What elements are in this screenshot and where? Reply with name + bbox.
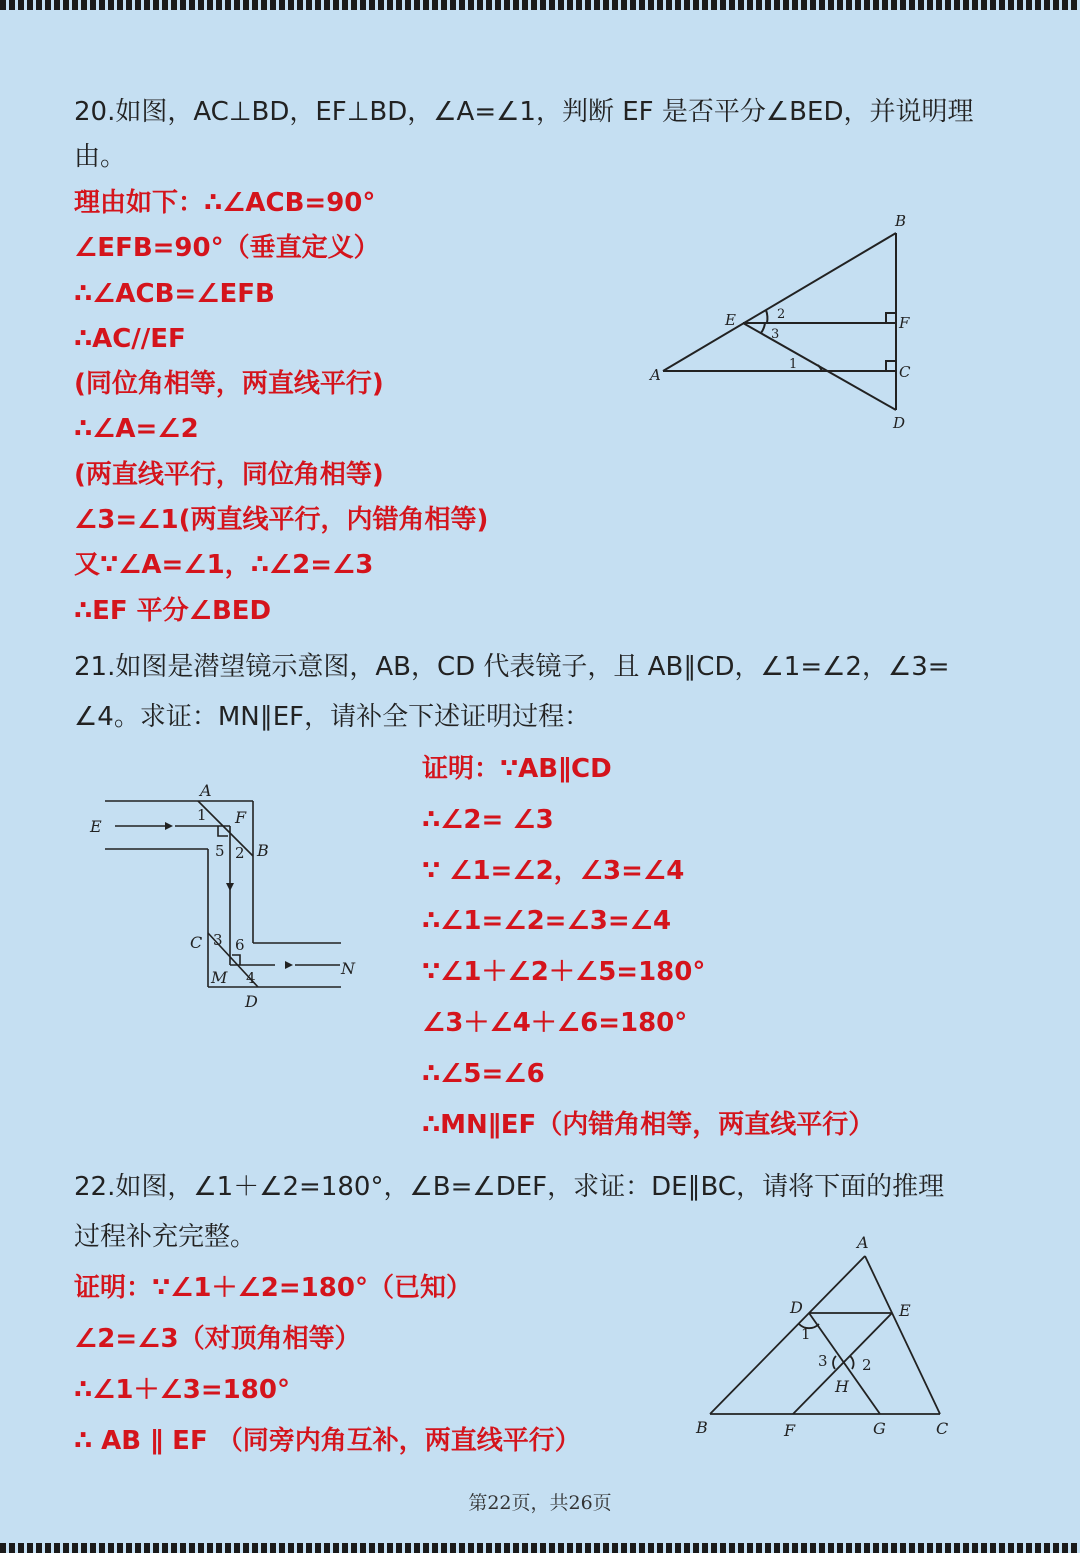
q21-angle-5: 5 <box>215 842 225 860</box>
q20-answer-line: ∴∠ACB=∠EFB <box>74 279 275 309</box>
q22-angle-2: 2 <box>862 1356 872 1374</box>
q22-label-F: F <box>784 1421 796 1440</box>
q22-label-E: E <box>899 1301 911 1320</box>
q20-answer-line: ∠EFB=90°（垂直定义） <box>74 233 380 263</box>
q21-angle-2: 2 <box>235 844 245 862</box>
q22-label-D: D <box>790 1298 803 1317</box>
q21-question-line1: 21.如图是潜望镜示意图，AB，CD 代表镜子，且 AB∥CD，∠1=∠2，∠3= <box>74 652 950 682</box>
q22-label-A: A <box>857 1233 869 1252</box>
q22-question-line1: 22.如图，∠1＋∠2=180°，∠B=∠DEF，求证：DE∥BC，请将下面的推理 <box>74 1172 945 1202</box>
q21-answer-line: 证明：∵AB∥CD <box>422 754 612 784</box>
dotted-border-bottom <box>0 1543 1080 1553</box>
q21-label-C: C <box>190 933 203 952</box>
q20-angle-1: 1 <box>789 357 798 372</box>
q20-answer-line: ∴AC//EF <box>74 324 186 354</box>
q20-label-F: F <box>899 314 910 332</box>
q21-answer-line: ∴MN∥EF（内错角相等，两直线平行） <box>422 1110 875 1140</box>
q22-figure <box>690 1230 965 1445</box>
q21-angle-3: 3 <box>213 931 223 949</box>
q21-figure <box>85 780 375 1015</box>
q20-answer-line: 又∵∠A=∠1，∴∠2=∠3 <box>74 550 374 580</box>
q21-question-line2: ∠4。求证：MN∥EF，请补全下述证明过程： <box>74 702 591 732</box>
q21-label-F: F <box>235 808 247 827</box>
q20-answer-line: 理由如下：∴∠ACB=90° <box>74 188 376 218</box>
q21-answer-line: ∴∠2= ∠3 <box>422 805 554 835</box>
q21-label-N: N <box>341 959 355 978</box>
q22-label-G: G <box>873 1419 886 1438</box>
q20-label-D: D <box>893 414 906 432</box>
q20-label-C: C <box>899 363 911 381</box>
q20-label-B: B <box>895 212 907 230</box>
q20-angle-2: 2 <box>777 307 786 322</box>
q22-angle-3: 3 <box>818 1352 828 1370</box>
q22-label-H: H <box>835 1377 849 1396</box>
q20-answer-line: ∴∠A=∠2 <box>74 414 199 444</box>
q20-label-A: A <box>650 366 661 384</box>
dotted-border-top <box>0 0 1080 10</box>
q20-answer-line: (同位角相等，两直线平行) <box>74 369 384 399</box>
q22-answer-line: ∴ AB ∥ EF （同旁内角互补，两直线平行） <box>74 1426 581 1456</box>
q21-label-E: E <box>90 817 102 836</box>
q20-answer-line: ∠3=∠1(两直线平行，内错角相等) <box>74 505 489 535</box>
q21-angle-4: 4 <box>246 969 256 987</box>
q21-label-B: B <box>257 841 269 860</box>
q21-answer-line: ∠3＋∠4＋∠6=180° <box>422 1008 688 1038</box>
q22-label-B: B <box>696 1418 708 1437</box>
q20-angle-3: 3 <box>771 327 780 342</box>
q20-figure <box>640 205 930 440</box>
page-number: 第22页，共26页 <box>468 1492 612 1514</box>
q22-answer-line: 证明：∵∠1＋∠2=180°（已知） <box>74 1273 472 1303</box>
q22-angle-1: 1 <box>801 1325 811 1343</box>
q21-answer-line: ∵ ∠1=∠2，∠3=∠4 <box>422 856 685 886</box>
q20-answer-line: (两直线平行，同位角相等) <box>74 460 384 490</box>
q20-question-line1: 20.如图，AC⊥BD，EF⊥BD，∠A=∠1，判断 EF 是否平分∠BED，并说明理 <box>74 97 974 127</box>
q22-answer-line: ∠2=∠3（对顶角相等） <box>74 1324 361 1354</box>
q20-answer-line: ∴EF 平分∠BED <box>74 596 272 626</box>
q21-angle-1: 1 <box>197 806 207 824</box>
q21-label-A: A <box>200 781 212 800</box>
q21-answer-line: ∵∠1＋∠2＋∠5=180° <box>422 957 706 987</box>
q21-label-M: M <box>211 968 228 987</box>
q21-label-D: D <box>245 992 258 1011</box>
q21-answer-line: ∴∠5=∠6 <box>422 1059 545 1089</box>
q22-answer-line: ∴∠1＋∠3=180° <box>74 1375 290 1405</box>
q20-question-line2: 由。 <box>74 142 127 172</box>
q22-label-C: C <box>936 1419 949 1438</box>
q22-question-line2: 过程补充完整。 <box>74 1222 257 1252</box>
q21-answer-line: ∴∠1=∠2=∠3=∠4 <box>422 906 672 936</box>
q20-label-E: E <box>725 311 736 329</box>
q21-angle-6: 6 <box>235 936 245 954</box>
